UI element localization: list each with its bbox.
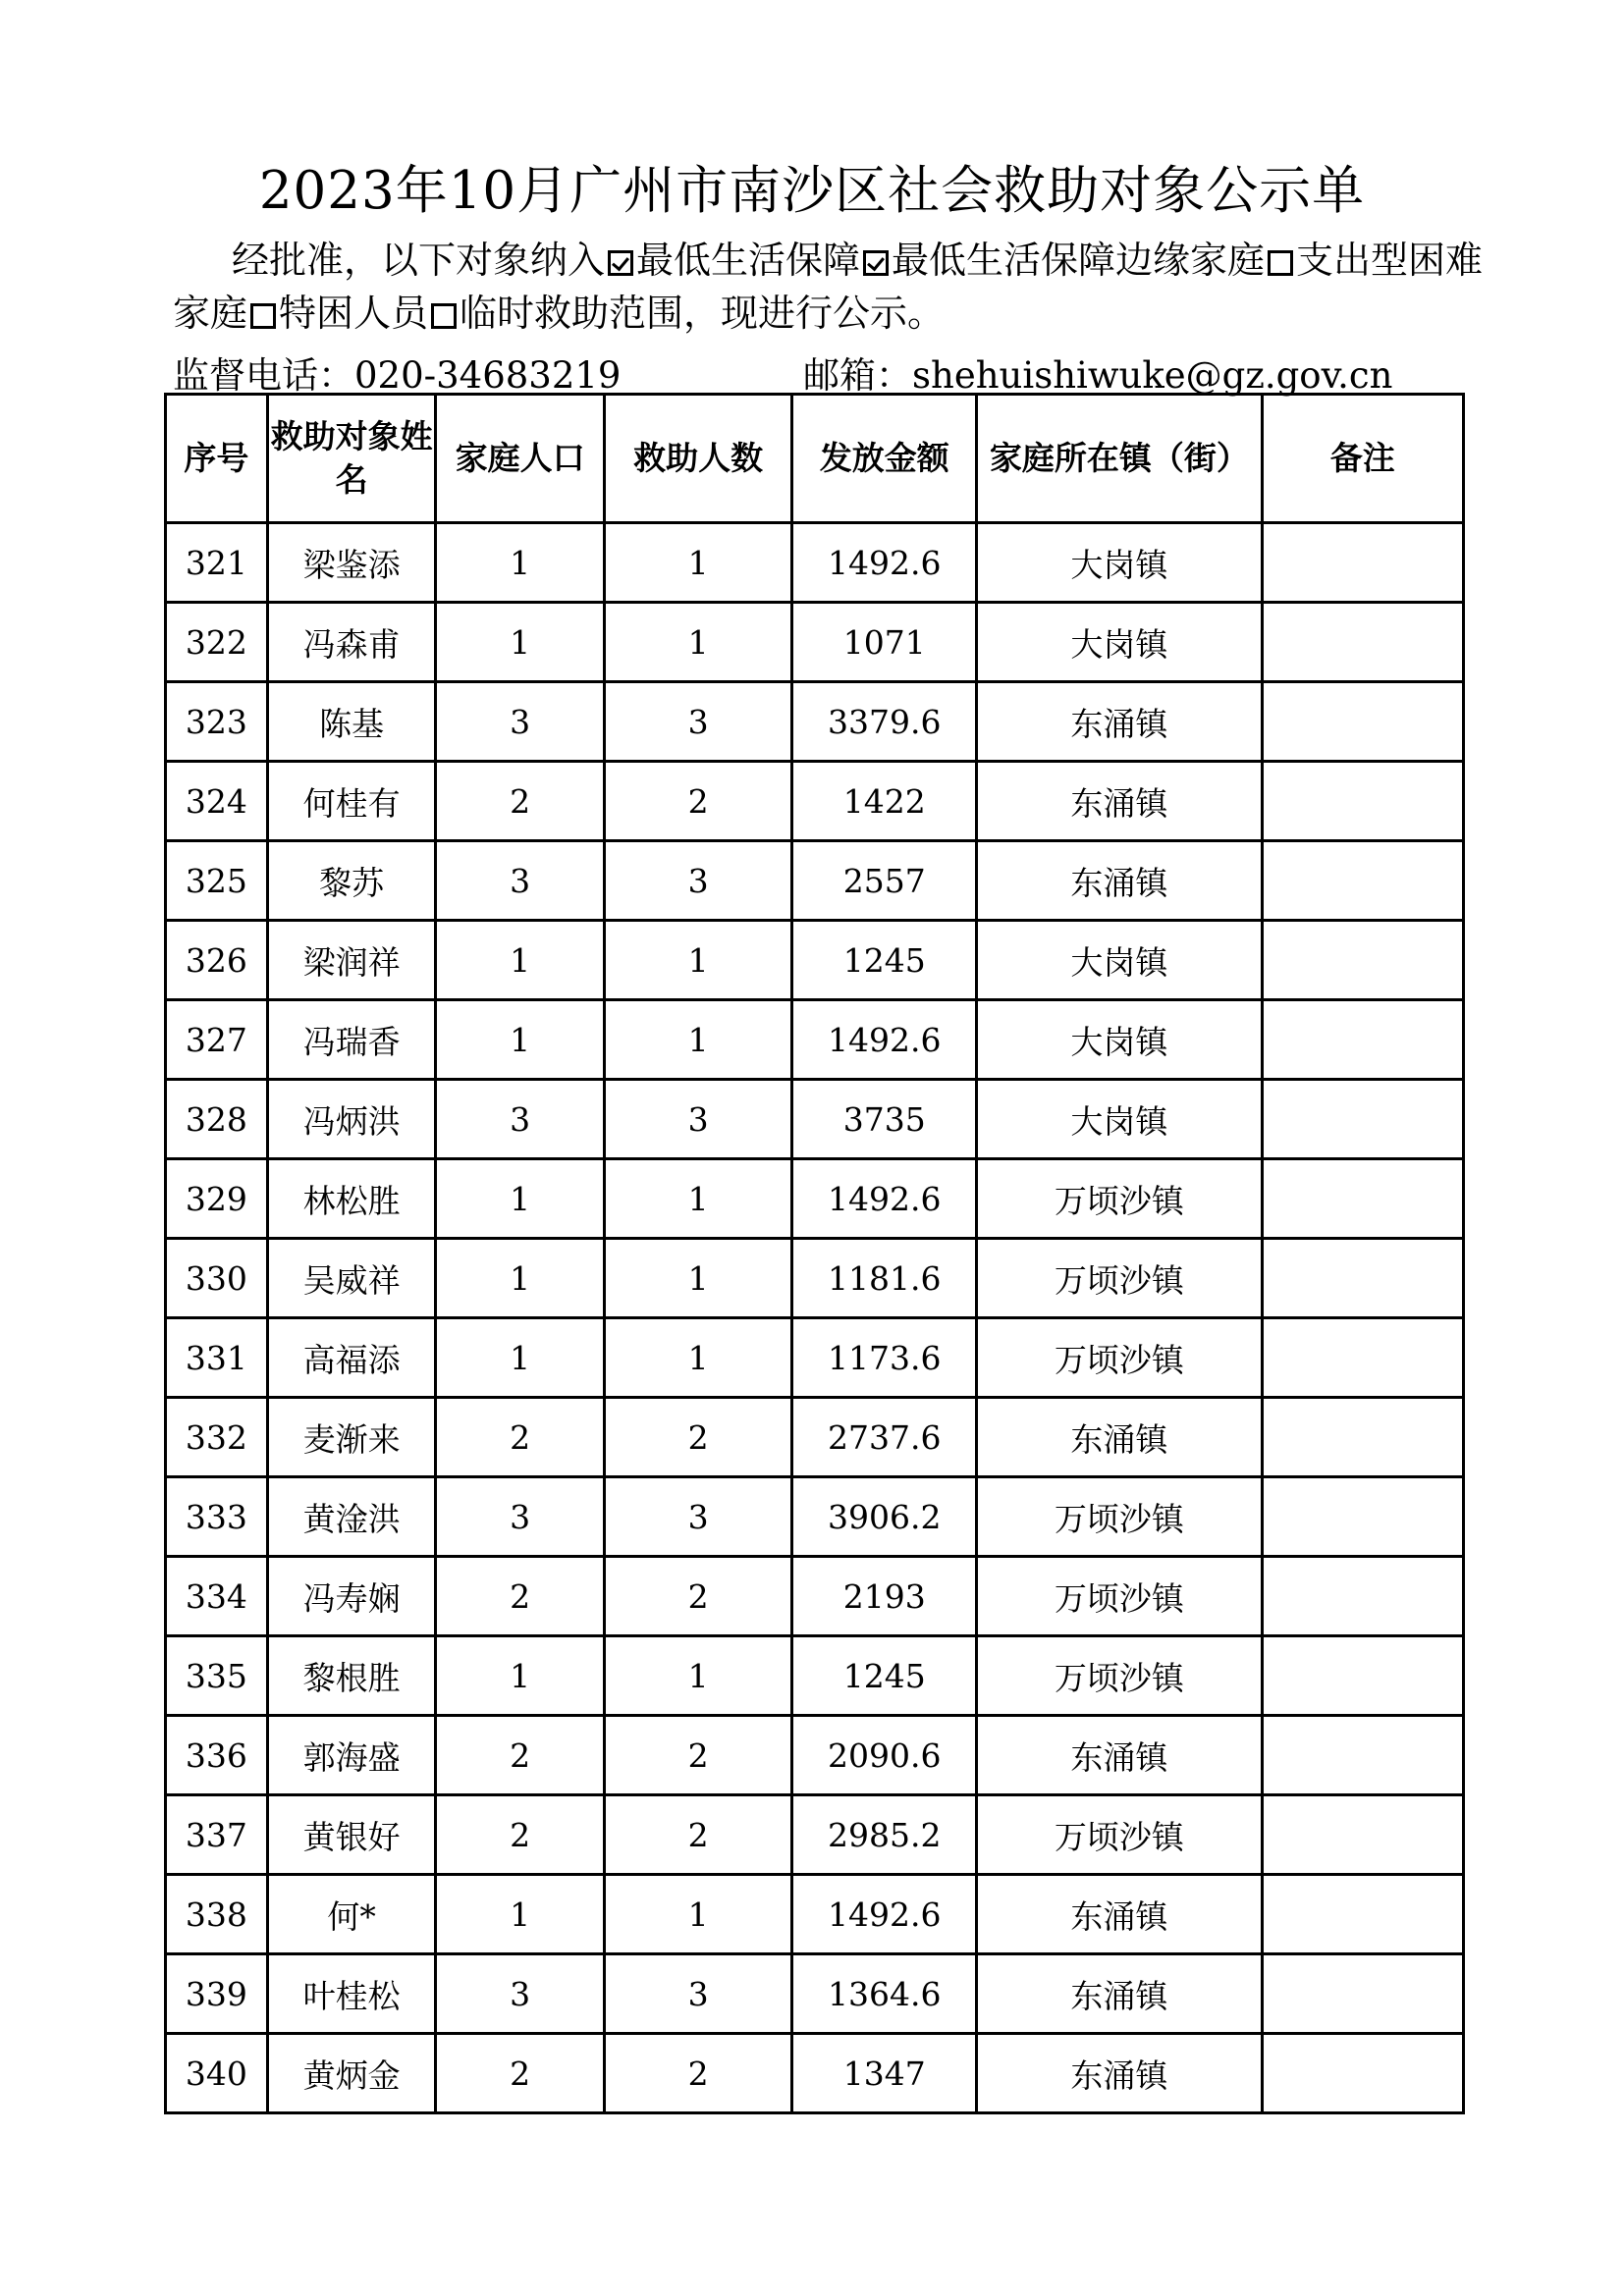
aided-count-cell: 3 [604, 1477, 791, 1557]
household-size-cell: 1 [436, 1318, 605, 1398]
town-cell: 东涌镇 [977, 1954, 1262, 2034]
name-cell: 黄淦洪 [267, 1477, 436, 1557]
checked-checkbox-icon [608, 250, 633, 276]
remarks-cell [1262, 1557, 1463, 1636]
intro-option-label: 最低生活保障 [636, 239, 861, 282]
serial-number-cell: 339 [166, 1954, 268, 2034]
table-row [166, 1716, 1464, 1795]
amount-cell: 1422 [792, 762, 977, 841]
serial-number-cell: 334 [166, 1557, 268, 1636]
intro-option-label: 临时救助范围，现进行公示。 [460, 292, 946, 335]
table-row [166, 1398, 1464, 1477]
town-cell: 大岗镇 [977, 1080, 1262, 1159]
amount-cell: 1181.6 [792, 1239, 977, 1318]
amount-cell: 2090.6 [792, 1716, 977, 1795]
aided-count-cell: 1 [604, 1000, 791, 1080]
name-cell: 高福添 [267, 1318, 436, 1398]
serial-number-cell: 324 [166, 762, 268, 841]
table-row [166, 1557, 1464, 1636]
remarks-cell [1262, 841, 1463, 921]
amount-cell: 1492.6 [792, 1159, 977, 1239]
household-size-cell: 2 [436, 762, 605, 841]
amount-cell: 1245 [792, 1636, 977, 1716]
town-cell: 大岗镇 [977, 1000, 1262, 1080]
aided-count-cell: 3 [604, 841, 791, 921]
remarks-cell [1262, 1477, 1463, 1557]
serial-number-cell: 322 [166, 603, 268, 682]
serial-number-cell: 321 [166, 523, 268, 603]
name-cell: 冯炳洪 [267, 1080, 436, 1159]
table-row [166, 1636, 1464, 1716]
aided-count-cell: 1 [604, 1239, 791, 1318]
column-header: 救助人数 [604, 395, 791, 523]
remarks-cell [1262, 1716, 1463, 1795]
remarks-cell [1262, 1954, 1463, 2034]
household-size-cell: 1 [436, 921, 605, 1000]
town-cell: 东涌镇 [977, 762, 1262, 841]
name-cell: 麦渐来 [267, 1398, 436, 1477]
town-cell: 万顷沙镇 [977, 1636, 1262, 1716]
remarks-cell [1262, 1398, 1463, 1477]
aided-count-cell: 1 [604, 1159, 791, 1239]
remarks-cell [1262, 1239, 1463, 1318]
name-cell: 吴威祥 [267, 1239, 436, 1318]
table-row [166, 603, 1464, 682]
name-cell: 何桂有 [267, 762, 436, 841]
column-header: 序号 [166, 395, 268, 523]
document-title: 2023年10月广州市南沙区社会救助对象公示单 [258, 161, 1366, 221]
aided-count-cell: 2 [604, 1716, 791, 1795]
name-cell: 叶桂松 [267, 1954, 436, 2034]
remarks-cell [1262, 1080, 1463, 1159]
table-row [166, 1318, 1464, 1398]
table-row [166, 762, 1464, 841]
town-cell: 万顷沙镇 [977, 1477, 1262, 1557]
aided-count-cell: 2 [604, 2034, 791, 2113]
serial-number-cell: 340 [166, 2034, 268, 2113]
town-cell: 东涌镇 [977, 2034, 1262, 2113]
remarks-cell [1262, 1875, 1463, 1954]
household-size-cell: 2 [436, 1398, 605, 1477]
amount-cell: 1492.6 [792, 523, 977, 603]
serial-number-cell: 337 [166, 1795, 268, 1875]
serial-number-cell: 326 [166, 921, 268, 1000]
remarks-cell [1262, 523, 1463, 603]
table-row [166, 1875, 1464, 1954]
serial-number-cell: 336 [166, 1716, 268, 1795]
amount-cell: 2557 [792, 841, 977, 921]
table-row [166, 841, 1464, 921]
remarks-cell [1262, 1000, 1463, 1080]
household-size-cell: 1 [436, 603, 605, 682]
town-cell: 大岗镇 [977, 523, 1262, 603]
table-body [166, 523, 1464, 2113]
table-row [166, 1795, 1464, 1875]
household-size-cell: 3 [436, 682, 605, 762]
town-cell: 大岗镇 [977, 921, 1262, 1000]
household-size-cell: 1 [436, 1636, 605, 1716]
remarks-cell [1262, 1159, 1463, 1239]
intro-option-label: 特困人员 [279, 292, 429, 335]
amount-cell: 3735 [792, 1080, 977, 1159]
remarks-cell [1262, 921, 1463, 1000]
serial-number-cell: 328 [166, 1080, 268, 1159]
table-row [166, 1080, 1464, 1159]
serial-number-cell: 323 [166, 682, 268, 762]
name-cell: 黎根胜 [267, 1636, 436, 1716]
household-size-cell: 2 [436, 1795, 605, 1875]
amount-cell: 1492.6 [792, 1875, 977, 1954]
column-header: 家庭人口 [436, 395, 605, 523]
table-row [166, 1477, 1464, 1557]
intro-prefix: 经批准，以下对象纳入 [232, 239, 606, 282]
aided-count-cell: 3 [604, 1080, 791, 1159]
amount-cell: 2737.6 [792, 1398, 977, 1477]
unchecked-checkbox-icon [250, 303, 276, 329]
name-cell: 冯瑞香 [267, 1000, 436, 1080]
amount-cell: 1492.6 [792, 1000, 977, 1080]
supervision-phone: 监督电话：020-34683219 [173, 354, 622, 397]
town-cell: 大岗镇 [977, 603, 1262, 682]
serial-number-cell: 333 [166, 1477, 268, 1557]
remarks-cell [1262, 1795, 1463, 1875]
column-header: 救助对象姓名 [267, 395, 436, 523]
name-cell: 黎苏 [267, 841, 436, 921]
column-header: 发放金额 [792, 395, 977, 523]
town-cell: 东涌镇 [977, 841, 1262, 921]
amount-cell: 3906.2 [792, 1477, 977, 1557]
aided-count-cell: 3 [604, 682, 791, 762]
serial-number-cell: 327 [166, 1000, 268, 1080]
remarks-cell [1262, 1318, 1463, 1398]
amount-cell: 3379.6 [792, 682, 977, 762]
table-row [166, 2034, 1464, 2113]
name-cell: 冯寿娴 [267, 1557, 436, 1636]
town-cell: 万顷沙镇 [977, 1557, 1262, 1636]
amount-cell: 2985.2 [792, 1795, 977, 1875]
aided-count-cell: 1 [604, 523, 791, 603]
household-size-cell: 2 [436, 2034, 605, 2113]
intro-paragraph [173, 234, 1489, 340]
household-size-cell: 3 [436, 1477, 605, 1557]
serial-number-cell: 335 [166, 1636, 268, 1716]
aided-count-cell: 1 [604, 1875, 791, 1954]
household-size-cell: 1 [436, 1239, 605, 1318]
name-cell: 陈基 [267, 682, 436, 762]
table-row [166, 682, 1464, 762]
aided-count-cell: 2 [604, 762, 791, 841]
name-cell: 何* [267, 1875, 436, 1954]
town-cell: 万顷沙镇 [977, 1795, 1262, 1875]
name-cell: 黄炳金 [267, 2034, 436, 2113]
contact-email: 邮箱：shehuishiwuke@gz.gov.cn [803, 354, 1393, 397]
table-row [166, 1954, 1464, 2034]
column-header: 家庭所在镇（街） [977, 395, 1262, 523]
intro-option-label: 最低生活保障边缘家庭 [892, 239, 1266, 282]
name-cell: 郭海盛 [267, 1716, 436, 1795]
unchecked-checkbox-icon [431, 303, 457, 329]
amount-cell: 1347 [792, 2034, 977, 2113]
town-cell: 东涌镇 [977, 682, 1262, 762]
household-size-cell: 3 [436, 1954, 605, 2034]
table-header-row [166, 395, 1464, 523]
remarks-cell [1262, 2034, 1463, 2113]
name-cell: 梁鉴添 [267, 523, 436, 603]
name-cell: 梁润祥 [267, 921, 436, 1000]
town-cell: 万顷沙镇 [977, 1239, 1262, 1318]
household-size-cell: 3 [436, 1080, 605, 1159]
town-cell: 东涌镇 [977, 1398, 1262, 1477]
amount-cell: 1173.6 [792, 1318, 977, 1398]
table-row [166, 1000, 1464, 1080]
remarks-cell [1262, 1636, 1463, 1716]
household-size-cell: 2 [436, 1716, 605, 1795]
remarks-cell [1262, 682, 1463, 762]
household-size-cell: 1 [436, 523, 605, 603]
town-cell: 东涌镇 [977, 1716, 1262, 1795]
unchecked-checkbox-icon [1268, 250, 1293, 276]
serial-number-cell: 325 [166, 841, 268, 921]
town-cell: 万顷沙镇 [977, 1318, 1262, 1398]
amount-cell: 1364.6 [792, 1954, 977, 2034]
aided-count-cell: 1 [604, 921, 791, 1000]
serial-number-cell: 330 [166, 1239, 268, 1318]
table-row [166, 523, 1464, 603]
name-cell: 林松胜 [267, 1159, 436, 1239]
remarks-cell [1262, 762, 1463, 841]
household-size-cell: 1 [436, 1159, 605, 1239]
column-header: 备注 [1262, 395, 1463, 523]
household-size-cell: 2 [436, 1557, 605, 1636]
checked-checkbox-icon [863, 250, 889, 276]
serial-number-cell: 338 [166, 1875, 268, 1954]
amount-cell: 2193 [792, 1557, 977, 1636]
household-size-cell: 1 [436, 1875, 605, 1954]
aided-count-cell: 1 [604, 1636, 791, 1716]
household-size-cell: 1 [436, 1000, 605, 1080]
table-row [166, 1239, 1464, 1318]
amount-cell: 1245 [792, 921, 977, 1000]
aided-count-cell: 2 [604, 1398, 791, 1477]
remarks-cell [1262, 603, 1463, 682]
name-cell: 冯森甫 [267, 603, 436, 682]
aided-count-cell: 1 [604, 603, 791, 682]
aided-count-cell: 2 [604, 1795, 791, 1875]
amount-cell: 1071 [792, 603, 977, 682]
aided-count-cell: 3 [604, 1954, 791, 2034]
aided-count-cell: 2 [604, 1557, 791, 1636]
serial-number-cell: 332 [166, 1398, 268, 1477]
intro-option-label: 支出型困难家庭 [173, 239, 1484, 335]
serial-number-cell: 329 [166, 1159, 268, 1239]
aided-count-cell: 1 [604, 1318, 791, 1398]
name-cell: 黄银好 [267, 1795, 436, 1875]
table-row [166, 1159, 1464, 1239]
recipients-table [164, 393, 1465, 2114]
town-cell: 万顷沙镇 [977, 1159, 1262, 1239]
serial-number-cell: 331 [166, 1318, 268, 1398]
household-size-cell: 3 [436, 841, 605, 921]
town-cell: 东涌镇 [977, 1875, 1262, 1954]
table-row [166, 921, 1464, 1000]
